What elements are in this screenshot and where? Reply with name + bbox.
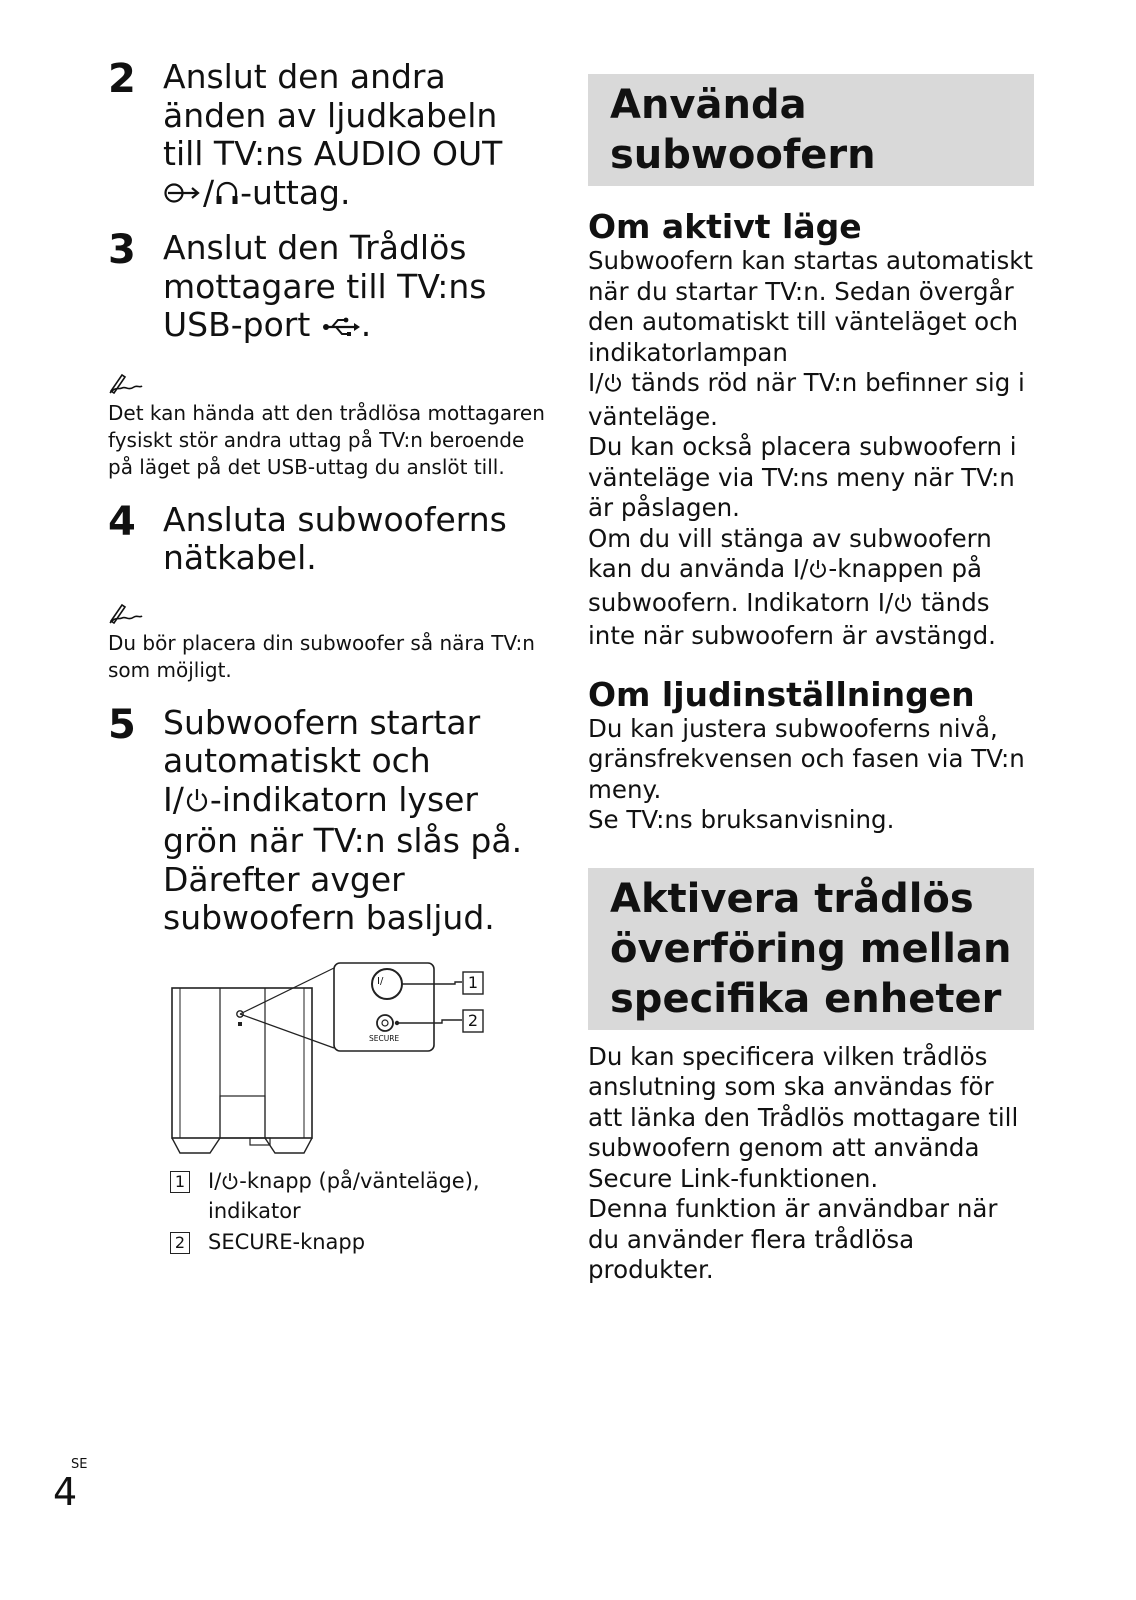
subheading-sound-setting: Om ljudinställningen — [588, 674, 975, 714]
step-number: 5 — [108, 701, 136, 748]
section-heading-use: Använda subwoofern — [588, 74, 1034, 186]
paragraph-part: Om du vill stänga av subwoofern kan du använda — [588, 523, 992, 583]
note-text: Det kan hända att den trådlösa mottagaren fysiskt stör andra uttag på TV:n beroende på läget på det USB-uttag du anslöt till. — [108, 400, 545, 479]
paragraph-part: Se TV:ns bruksanvisning. — [588, 805, 895, 834]
note-pencil-icon — [108, 372, 144, 394]
step-5 — [108, 701, 548, 938]
paragraph-part: Du kan också placera subwoofern i vänteläge via TV:ns meny när TV:n är påslagen. — [588, 432, 1017, 522]
power-icon — [184, 784, 210, 823]
paragraph-part: tänds röd när TV:n befinner sig i vänteläge. — [588, 368, 1025, 431]
step-text-part: . — [360, 305, 372, 344]
headphone-icon — [214, 177, 240, 216]
step-text-part: Subwoofern startar automatiskt och — [163, 702, 481, 780]
step-text: Subwoofern startar automatiskt och I/ -indikatorn lyser grön när TV:n slås på. Därefter avger subwoofern basljud. — [163, 702, 523, 937]
paragraph-part: -knappen på subwoofern. Indikatorn — [588, 554, 983, 617]
paragraph-part: tänds inte när subwoofern är avstängd. — [588, 587, 996, 650]
legend-text-part: -knapp (på/vänteläge), indikator — [208, 1168, 480, 1223]
subheading-active-mode: Om aktivt läge — [588, 207, 862, 246]
active-mode-text: Subwoofern kan startas automatiskt när du startar TV:n. Sedan övergår den automatiskt till vänteläget och indikatorlampan I/ tänds röd när TV:n befinner sig i vänteläge. Du kan också placera subwoofern i vänteläge via TV:ns meny när TV:n är påslagen. Om du vill stänga av subwoofern kan du använda I/ -knappen på subwoofern. Indikatorn I/ tänds inte när subwoofern är avstängd. — [588, 246, 1034, 650]
page-language-code: SE — [71, 1457, 88, 1472]
step-3 — [108, 229, 548, 348]
legend-item — [170, 1168, 548, 1225]
legend-number: 1 — [170, 1171, 190, 1193]
power-icon — [808, 557, 828, 588]
page-footer — [53, 1458, 87, 1512]
page-number: 4 — [53, 1470, 78, 1514]
step-number: 3 — [108, 227, 136, 273]
line-out-icon — [163, 177, 203, 216]
legend-item — [170, 1229, 548, 1256]
paragraph-part: Du kan justera subwooferns nivå, gränsfrekvensen och fasen via TV:n meny. — [588, 713, 1025, 804]
figure-power-label: I/ — [377, 975, 384, 987]
step-text-part: -uttag. — [240, 172, 351, 212]
left-column — [108, 58, 548, 1256]
paragraph-part: Du kan specificera vilken trådlös anslutning som ska användas för att länka den Trådlös mottagare till subwoofern genom att använda Secure Link-funktionen. — [588, 1041, 1019, 1193]
power-icon — [221, 1171, 239, 1198]
callout-2: 2 — [467, 1010, 479, 1030]
section-heading-wireless: Aktivera trådlös överföring mellan specifika enheter — [588, 868, 1034, 1030]
callout-1: 1 — [467, 972, 479, 992]
figure-secure-label: SECURE — [369, 1033, 400, 1043]
usb-icon — [321, 309, 361, 348]
power-icon — [893, 591, 913, 622]
paragraph-part: Denna funktion är användbar när du använder flera trådlösa produkter. — [588, 1194, 998, 1284]
step-number: 4 — [108, 498, 136, 545]
step-text-part: Anslut den andra änden av ljudkabeln till TV:ns AUDIO OUT — [163, 57, 503, 173]
figure-legend — [170, 1168, 548, 1256]
step-number: 2 — [108, 56, 136, 102]
step-text: Anslut den andra änden av ljudkabeln till TV:ns AUDIO OUT / -uttag. — [163, 58, 548, 215]
note-text: Du bör placera din subwoofer så nära TV:n som möjligt. — [108, 630, 535, 682]
legend-number: 2 — [170, 1232, 190, 1254]
legend-text: I/ -knapp (på/vänteläge), indikator — [208, 1168, 480, 1223]
note-pencil-icon — [108, 602, 144, 624]
right-column — [588, 74, 1034, 1286]
step-text: Ansluta subwooferns nätkabel. — [163, 499, 507, 577]
subwoofer-illustration — [170, 958, 560, 1158]
step-text — [163, 229, 548, 348]
step-text-part: -indikatorn lyser grön när TV:n slås på. Därefter avger subwoofern basljud. — [163, 779, 523, 937]
step-4 — [108, 498, 548, 578]
power-icon — [603, 371, 623, 402]
step-2 — [108, 58, 548, 215]
legend-text: SECURE-knapp — [208, 1229, 366, 1254]
paragraph-part: Subwoofern kan startas automatiskt när du startar TV:n. Sedan övergår den automatiskt till vänteläget och indikatorlampan — [588, 246, 1034, 367]
step-text-part: Anslut den Trådlös mottagare till TV:ns USB-port — [163, 228, 487, 344]
wireless-text — [588, 1042, 1034, 1286]
sound-setting-text — [588, 714, 1034, 836]
